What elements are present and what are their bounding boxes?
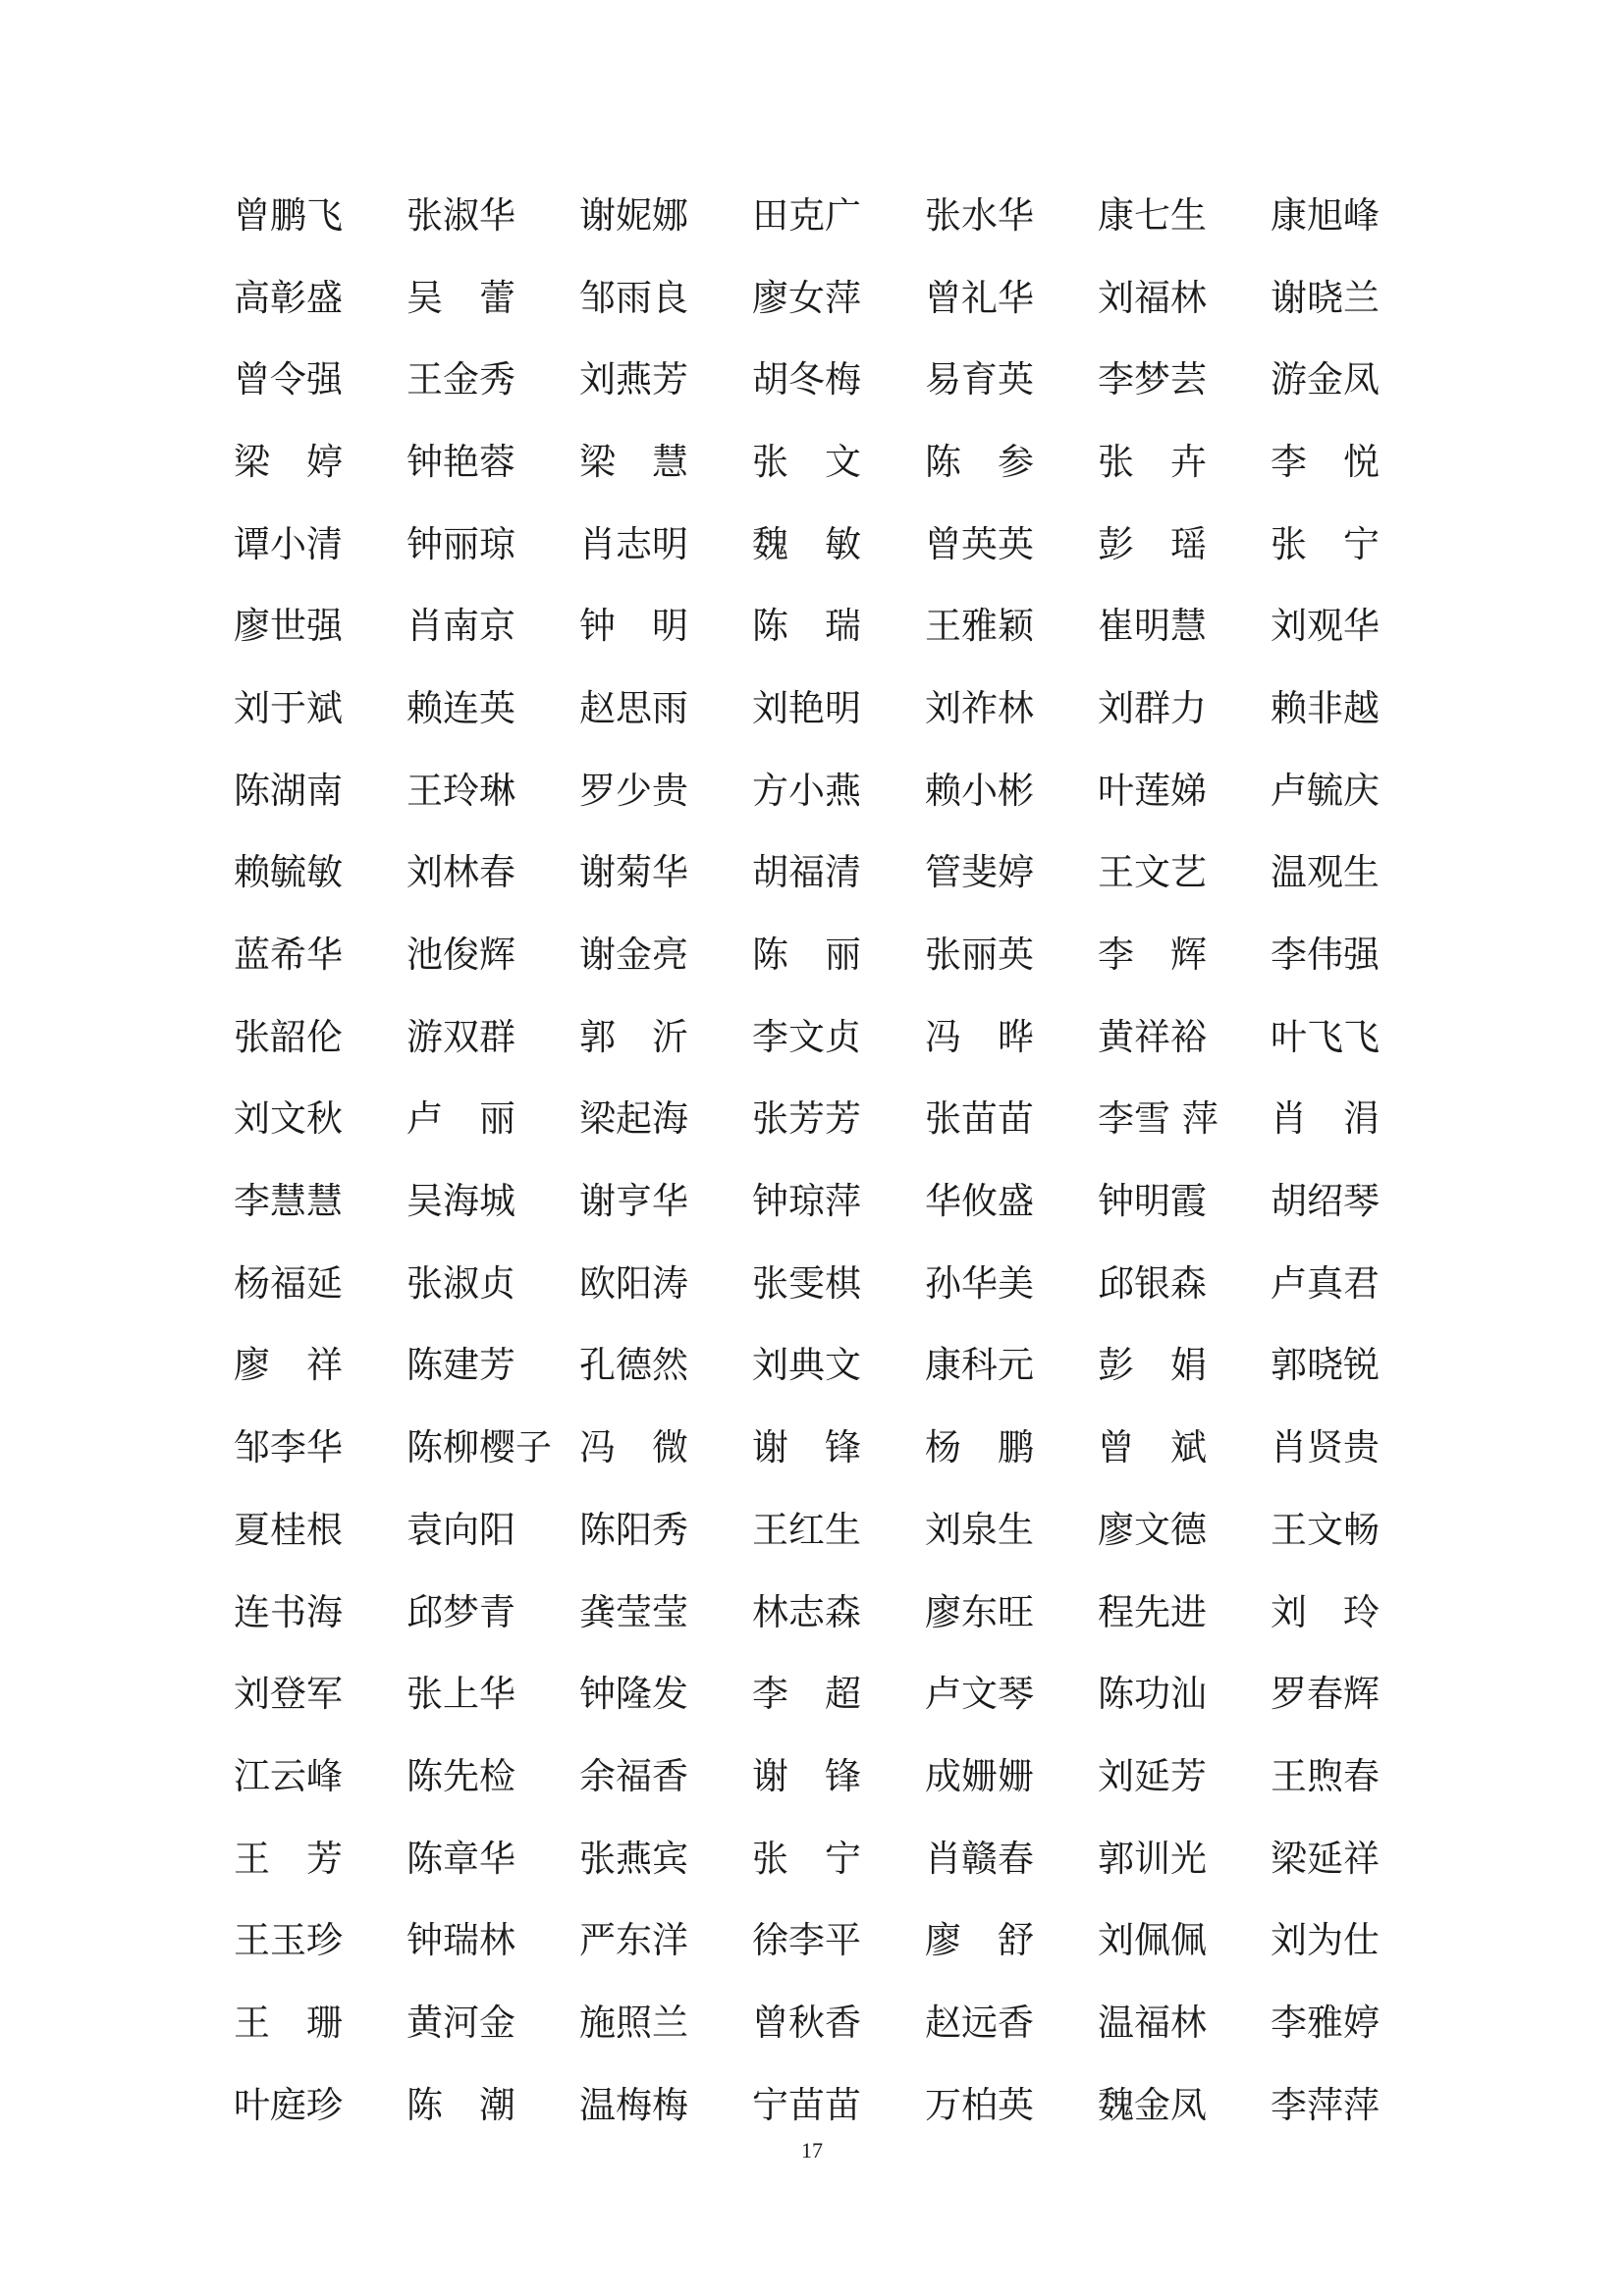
name-list [234,175,1392,2147]
person-name: 赵远香 [925,2001,1034,2044]
person-name: 刘为仕 [1271,1919,1380,1962]
person-name: 谢 锋 [752,1754,861,1797]
person-name: 李文贞 [752,1015,861,1058]
person-name: 江云峰 [234,1754,343,1797]
person-name: 赖小彬 [925,769,1034,812]
person-name: 张 文 [752,440,861,483]
person-name: 李梦芸 [1098,358,1207,401]
person-name: 蓝希华 [234,934,343,977]
person-name: 王红生 [752,1508,861,1551]
person-name: 温观生 [1271,851,1380,894]
person-name: 吴 蕾 [406,276,515,319]
name-row [234,1243,1392,1325]
name-row [234,504,1392,586]
person-name: 王文畅 [1271,1508,1380,1551]
name-row [234,2064,1392,2147]
person-name: 徐李平 [752,1919,861,1962]
person-name: 游双群 [406,1015,515,1058]
person-name: 张 宁 [752,1837,861,1880]
person-name: 郭 沂 [579,1015,688,1058]
person-name: 刘文秋 [234,1097,343,1141]
person-name: 陈 丽 [752,934,861,977]
person-name: 廖 祥 [234,1344,343,1387]
person-name: 陈章华 [406,1837,515,1880]
person-name: 刘泉生 [925,1508,1034,1551]
person-name: 钟瑞林 [406,1919,515,1962]
name-row [234,421,1392,504]
person-name: 刘福林 [1098,276,1207,319]
person-name: 王煦春 [1271,1754,1380,1797]
person-name: 钟丽琼 [406,522,515,565]
person-name: 刘观华 [1271,605,1380,648]
name-row [234,1079,1392,1161]
person-name: 万柏英 [925,2083,1034,2126]
person-name: 张 卉 [1098,440,1207,483]
person-name: 彭 娟 [1098,1344,1207,1387]
person-name: 叶庭珍 [234,2083,343,2126]
person-name: 叶莲娣 [1098,769,1207,812]
person-name: 张雯棋 [752,1261,861,1305]
person-name: 温福林 [1098,2001,1207,2044]
person-name: 余福香 [579,1754,688,1797]
person-name: 方小燕 [752,769,861,812]
person-name: 王文艺 [1098,851,1207,894]
name-row [234,914,1392,996]
person-name: 陈 瑞 [752,605,861,648]
person-name: 罗春辉 [1271,1673,1380,1716]
person-name: 曾秋香 [752,2001,861,2044]
person-name: 谢菊华 [579,851,688,894]
person-name: 陈 参 [925,440,1034,483]
person-name: 陈功汕 [1098,1673,1207,1716]
person-name: 成姗姗 [925,1754,1034,1797]
person-name: 张水华 [925,193,1034,237]
person-name: 程先进 [1098,1590,1207,1633]
name-row [234,667,1392,750]
person-name: 曾鹏飞 [234,193,343,237]
person-name: 廖文德 [1098,1508,1207,1551]
person-name: 孙华美 [925,1261,1034,1305]
person-name: 曾令强 [234,358,343,401]
person-name: 谢妮娜 [579,193,688,237]
person-name: 李 悦 [1271,440,1380,483]
person-name: 胡绍琴 [1271,1180,1380,1223]
person-name: 张淑贞 [406,1261,515,1305]
person-name: 肖赣春 [925,1837,1034,1880]
person-name: 魏金凤 [1098,2083,1207,2126]
person-name: 吴海城 [406,1180,515,1223]
name-row [234,1325,1392,1408]
person-name: 肖 涓 [1271,1097,1380,1141]
person-name: 钟隆发 [579,1673,688,1716]
person-name: 夏桂根 [234,1508,343,1551]
person-name: 李伟强 [1271,934,1380,977]
person-name: 刘佩佩 [1098,1919,1207,1962]
person-name: 杨 鹏 [925,1426,1034,1469]
person-name: 康旭峰 [1271,193,1380,237]
person-name: 钟琼萍 [752,1180,861,1223]
name-row [234,1489,1392,1572]
person-name: 张淑华 [406,193,515,237]
name-row [234,1735,1392,1818]
person-name: 李萍萍 [1271,2083,1380,2126]
person-name: 管斐婷 [925,851,1034,894]
person-name: 李慧慧 [234,1180,343,1223]
person-name: 卢真君 [1271,1261,1380,1305]
person-name: 梁起海 [579,1097,688,1141]
person-name: 冯 晔 [925,1015,1034,1058]
person-name: 连书海 [234,1590,343,1633]
person-name: 冯 微 [579,1426,688,1469]
person-name: 胡冬梅 [752,358,861,401]
person-name: 易育英 [925,358,1034,401]
person-name: 袁向阳 [406,1508,515,1551]
person-name: 廖世强 [234,605,343,648]
person-name: 卢 丽 [406,1097,515,1141]
person-name: 廖 舒 [925,1919,1034,1962]
person-name: 刘祚林 [925,686,1034,729]
person-name: 魏 敏 [752,522,861,565]
person-name: 陈阳秀 [579,1508,688,1551]
person-name: 孔德然 [579,1344,688,1387]
person-name: 王玉珍 [234,1919,343,1962]
person-name: 郭晓锐 [1271,1344,1380,1387]
name-row [234,832,1392,915]
person-name: 胡福清 [752,851,861,894]
person-name: 张苗苗 [925,1097,1034,1141]
person-name: 张上华 [406,1673,515,1716]
person-name: 梁 婷 [234,440,343,483]
person-name: 卢文琴 [925,1673,1034,1716]
person-name: 刘林春 [406,851,515,894]
person-name: 刘燕芳 [579,358,688,401]
name-row [234,1572,1392,1654]
person-name: 王雅颖 [925,605,1034,648]
person-name: 廖东旺 [925,1590,1034,1633]
person-name: 游金凤 [1271,358,1380,401]
person-name: 邱银森 [1098,1261,1207,1305]
person-name: 曾英英 [925,522,1034,565]
person-name: 张芳芳 [752,1097,861,1141]
person-name: 钟 明 [579,605,688,648]
person-name: 陈柳樱子 [406,1426,552,1469]
person-name: 张韶伦 [234,1015,343,1058]
person-name: 刘 玲 [1271,1590,1380,1633]
person-name: 邹雨良 [579,276,688,319]
name-row [234,585,1392,667]
person-name: 黄河金 [406,2001,515,2044]
person-name: 李 超 [752,1673,861,1716]
person-name: 郭训光 [1098,1837,1207,1880]
person-name: 赵思雨 [579,686,688,729]
person-name: 陈湖南 [234,769,343,812]
person-name: 王 芳 [234,1837,343,1880]
person-name: 王 珊 [234,2001,343,2044]
person-name: 钟艳蓉 [406,440,515,483]
name-row [234,1899,1392,1982]
person-name: 赖毓敏 [234,851,343,894]
person-name: 杨福延 [234,1261,343,1305]
person-name: 卢毓庆 [1271,769,1380,812]
person-name: 陈先检 [406,1754,515,1797]
person-name: 赖连英 [406,686,515,729]
person-name: 林志森 [752,1590,861,1633]
person-name: 谢晓兰 [1271,276,1380,319]
person-name: 张丽英 [925,934,1034,977]
person-name: 彭 瑶 [1098,522,1207,565]
person-name: 高彰盛 [234,276,343,319]
person-name: 黄祥裕 [1098,1015,1207,1058]
name-row [234,1407,1392,1489]
person-name: 肖南京 [406,605,515,648]
person-name: 谭小清 [234,522,343,565]
person-name: 王金秀 [406,358,515,401]
person-name: 叶飞飞 [1271,1015,1380,1058]
person-name: 刘典文 [752,1344,861,1387]
name-row [234,996,1392,1079]
page-number: 17 [801,2138,823,2163]
person-name: 邹李华 [234,1426,343,1469]
person-name: 严东洋 [579,1919,688,1962]
person-name: 李雅婷 [1271,2001,1380,2044]
person-name: 曾 斌 [1098,1426,1207,1469]
person-name: 陈 潮 [406,2083,515,2126]
person-name: 曾礼华 [925,276,1034,319]
person-name: 刘于斌 [234,686,343,729]
person-name: 温梅梅 [579,2083,688,2126]
person-name: 邱梦青 [406,1590,515,1633]
person-name: 赖非越 [1271,686,1380,729]
person-name: 谢 锋 [752,1426,861,1469]
name-row [234,257,1392,340]
person-name: 刘登军 [234,1673,343,1716]
name-row [234,1653,1392,1735]
person-name: 康科元 [925,1344,1034,1387]
person-name: 张 宁 [1271,522,1380,565]
person-name: 刘延芳 [1098,1754,1207,1797]
person-name: 王玲琳 [406,769,515,812]
person-name: 刘群力 [1098,686,1207,729]
person-name: 欧阳涛 [579,1261,688,1305]
person-name: 陈建芳 [406,1344,515,1387]
name-row [234,750,1392,832]
name-row [234,339,1392,421]
person-name: 崔明慧 [1098,605,1207,648]
person-name: 梁延祥 [1271,1837,1380,1880]
person-name: 刘艳明 [752,686,861,729]
person-name: 施照兰 [579,2001,688,2044]
person-name: 池俊辉 [406,934,515,977]
person-name: 谢亨华 [579,1180,688,1223]
name-row [234,1982,1392,2064]
person-name: 龚莹莹 [579,1590,688,1633]
person-name: 肖志明 [579,522,688,565]
name-row [234,1160,1392,1243]
person-name: 肖贤贵 [1271,1426,1380,1469]
person-name: 宁苗苗 [752,2083,861,2126]
person-name: 梁 慧 [579,440,688,483]
person-name: 华攸盛 [925,1180,1034,1223]
person-name: 廖女萍 [752,276,861,319]
person-name: 张燕宾 [579,1837,688,1880]
name-row [234,1818,1392,1900]
person-name: 罗少贵 [579,769,688,812]
person-name: 李 辉 [1098,934,1207,977]
person-name: 谢金亮 [579,934,688,977]
person-name: 李雪 萍 [1098,1097,1218,1141]
person-name: 康七生 [1098,193,1207,237]
person-name: 田克广 [752,193,861,237]
person-name: 钟明霞 [1098,1180,1207,1223]
name-row [234,175,1392,257]
